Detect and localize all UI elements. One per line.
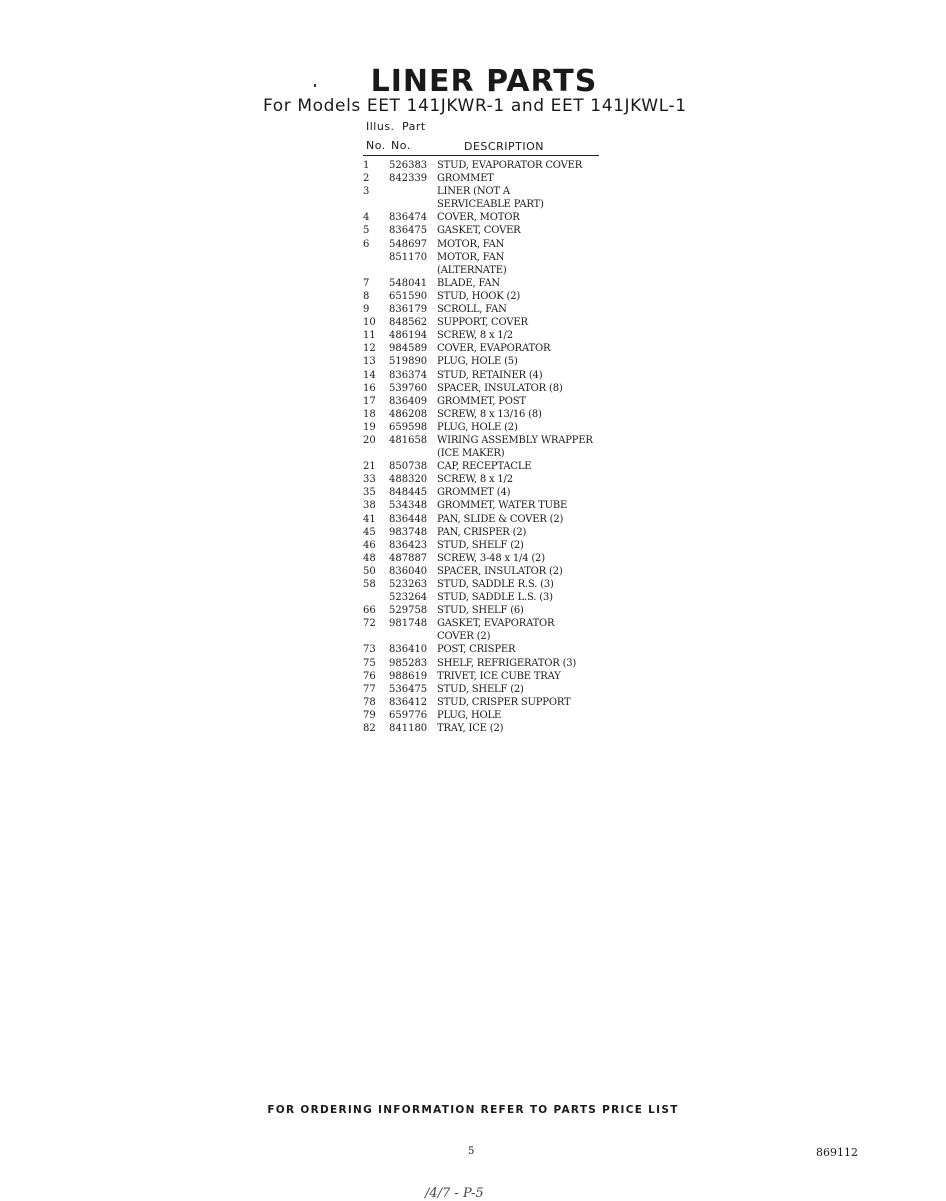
part-description: TRAY, ICE (2) [437, 723, 504, 735]
part-row [363, 513, 603, 526]
part-row [363, 264, 603, 277]
part-description: SPACER, INSULATOR (8) [437, 382, 563, 394]
part-number: 836474 [389, 212, 428, 224]
part-number: 481658 [389, 434, 428, 446]
part-row [363, 591, 603, 604]
page-number: 5 [468, 1146, 475, 1157]
part-description: STUD, SHELF (2) [437, 539, 524, 551]
part-row [363, 552, 603, 565]
illus-number: 8 [363, 290, 370, 302]
part-row [363, 316, 603, 329]
part-description: BLADE, FAN [437, 277, 500, 289]
part-row [363, 565, 603, 578]
document-number: 869112 [816, 1146, 858, 1159]
part-number: 851170 [389, 251, 428, 263]
part-row [363, 303, 603, 316]
part-row [363, 630, 603, 643]
part-number: 486194 [389, 330, 428, 342]
part-number: 836409 [389, 395, 428, 407]
part-row [363, 211, 603, 224]
part-number: 659776 [389, 709, 428, 721]
part-number: 850738 [389, 461, 428, 473]
illus-number: 48 [363, 552, 376, 564]
part-description: GROMMET (4) [437, 487, 511, 499]
part-row [363, 447, 603, 460]
illus-number: 19 [363, 421, 376, 433]
part-number: 536475 [389, 683, 428, 695]
illus-number: 4 [363, 212, 370, 224]
illus-number: 73 [363, 644, 376, 656]
part-number: 841180 [389, 723, 428, 735]
part-row [363, 185, 603, 198]
part-row [363, 486, 603, 499]
part-number: 983748 [389, 526, 428, 538]
part-number: 534348 [389, 500, 428, 512]
part-description: GROMMET [437, 173, 494, 185]
part-description: STUD, RETAINER (4) [437, 369, 543, 381]
part-row [363, 159, 603, 172]
part-description: MOTOR, FAN [437, 251, 505, 263]
part-number: 848562 [389, 317, 428, 329]
illus-number: 66 [363, 605, 376, 617]
part-row [363, 460, 603, 473]
part-row [363, 251, 603, 264]
illus-number: 12 [363, 343, 376, 355]
illus-number: 1 [363, 160, 370, 171]
part-description: PLUG, HOLE (2) [437, 421, 518, 433]
part-description: PAN, SLIDE & COVER (2) [437, 513, 564, 525]
part-description: (ICE MAKER) [437, 448, 505, 460]
part-row [363, 198, 603, 211]
part-description: COVER, MOTOR [437, 212, 520, 224]
part-description: SUPPORT, COVER [437, 317, 528, 329]
part-number: 529758 [389, 605, 428, 617]
part-description: PAN, CRISPER (2) [437, 526, 527, 538]
part-row [363, 355, 603, 368]
illus-number: 41 [363, 513, 376, 525]
part-row [363, 617, 603, 630]
part-number: 842339 [389, 173, 428, 185]
part-row [363, 224, 603, 237]
illus-number: 78 [363, 696, 376, 708]
part-row [363, 578, 603, 591]
part-description: LINER (NOT A [437, 186, 510, 198]
illus-number: 11 [363, 330, 376, 342]
part-number: 523263 [389, 579, 428, 590]
part-description: STUD, HOOK (2) [437, 290, 521, 302]
part-number: 487887 [389, 552, 428, 564]
part-description: SPACER, INSULATOR (2) [437, 565, 563, 577]
part-description: SERVICEABLE PART) [437, 199, 544, 211]
part-row [363, 526, 603, 539]
part-description: POST, CRISPER [437, 644, 516, 656]
part-description: SCREW, 8 x 1/2 [437, 330, 513, 342]
illus-number: 21 [363, 461, 376, 473]
part-row [363, 696, 603, 709]
illus-header-top: Illus. [366, 120, 395, 133]
part-row [363, 395, 603, 408]
illus-number: 7 [363, 277, 370, 289]
part-description: STUD, SHELF (2) [437, 683, 524, 695]
illus-number: 9 [363, 304, 370, 316]
part-description: SCROLL, FAN [437, 304, 507, 316]
part-number: 848445 [389, 487, 428, 499]
part-description: GASKET, EVAPORATOR [437, 618, 555, 630]
parts-list [363, 159, 603, 735]
part-description: GROMMET, POST [437, 395, 526, 407]
illus-number: 33 [363, 474, 376, 486]
part-description: STUD, SHELF (6) [437, 605, 524, 617]
illus-number: 72 [363, 618, 376, 630]
handwritten-note: /4/7 - P-5 [425, 1186, 484, 1201]
part-number: 519890 [389, 356, 428, 368]
part-number: 985283 [389, 657, 428, 669]
illus-number: 6 [363, 238, 370, 250]
illus-number: 18 [363, 408, 376, 420]
part-row [363, 722, 603, 735]
part-number: 526383 [389, 160, 428, 171]
part-number: 981748 [389, 618, 428, 630]
part-row [363, 290, 603, 303]
illus-number: 46 [363, 539, 376, 551]
part-number: 488320 [389, 474, 428, 486]
illus-number: 75 [363, 657, 376, 669]
part-number: 836448 [389, 513, 428, 525]
part-number: 836040 [389, 565, 428, 577]
illus-number: 20 [363, 434, 376, 446]
part-description: SCREW, 3-48 x 1/4 (2) [437, 552, 545, 564]
part-description: PLUG, HOLE [437, 709, 502, 721]
illus-number: 14 [363, 369, 376, 381]
description-header: DESCRIPTION [464, 140, 544, 153]
part-row [363, 421, 603, 434]
part-number: 836179 [389, 304, 428, 316]
part-row [363, 604, 603, 617]
part-number: 651590 [389, 290, 428, 302]
part-description: STUD, CRISPER SUPPORT [437, 696, 571, 708]
part-number: 486208 [389, 408, 428, 420]
illus-number: 10 [363, 317, 376, 329]
part-number: 984589 [389, 343, 428, 355]
part-description: GROMMET, WATER TUBE [437, 500, 568, 512]
part-description: GASKET, COVER [437, 225, 521, 237]
part-description: MOTOR, FAN [437, 238, 505, 250]
illus-number: 16 [363, 382, 376, 394]
part-number: 988619 [389, 670, 428, 682]
illus-number: 38 [363, 500, 376, 512]
illus-number: 17 [363, 395, 376, 407]
part-row [363, 369, 603, 382]
part-row [363, 238, 603, 251]
part-row [363, 670, 603, 683]
part-row [363, 434, 603, 447]
part-description: COVER, EVAPORATOR [437, 343, 551, 355]
part-description: STUD, EVAPORATOR COVER [437, 160, 583, 171]
part-description: STUD, SADDLE L.S. (3) [437, 592, 553, 604]
part-number: 539760 [389, 382, 428, 394]
part-row [363, 683, 603, 696]
part-row [363, 473, 603, 486]
part-row [363, 643, 603, 656]
part-description: SCREW, 8 x 13/16 (8) [437, 408, 542, 420]
part-number: 548697 [389, 238, 428, 250]
illus-number: 82 [363, 723, 376, 735]
part-row [363, 277, 603, 290]
header-rule [363, 155, 599, 156]
part-number: 659598 [389, 421, 428, 433]
part-description: (ALTERNATE) [437, 264, 507, 276]
part-row [363, 342, 603, 355]
part-row [363, 709, 603, 722]
part-number: 836412 [389, 696, 428, 708]
part-description: COVER (2) [437, 631, 491, 643]
illus-number: 45 [363, 526, 376, 538]
ordering-note: FOR ORDERING INFORMATION REFER TO PARTS PRICE LIST [267, 1104, 679, 1116]
part-description: CAP, RECEPTACLE [437, 461, 532, 473]
part-row [363, 539, 603, 552]
part-number: 836410 [389, 644, 428, 656]
part-header-top: Part [402, 120, 426, 133]
part-row [363, 408, 603, 421]
illus-number: 79 [363, 709, 376, 721]
illus-number: 77 [363, 683, 376, 695]
part-row [363, 499, 603, 512]
part-row [363, 382, 603, 395]
part-number: 836423 [389, 539, 428, 551]
part-row [363, 172, 603, 185]
illus-number: 58 [363, 579, 376, 590]
part-description: SCREW, 8 x 1/2 [437, 474, 513, 486]
part-number: 836475 [389, 225, 428, 237]
page-title: LINER PARTS [370, 64, 598, 99]
part-no-header: No. [391, 139, 411, 152]
illus-number: 5 [363, 225, 370, 237]
illus-number: 13 [363, 356, 376, 368]
illus-number: 35 [363, 487, 376, 499]
part-row [363, 329, 603, 342]
illus-number: 50 [363, 565, 376, 577]
part-row [363, 657, 603, 670]
models-subtitle: For Models EET 141JKWR-1 and EET 141JKWL-1 [263, 96, 687, 116]
illus-number: 76 [363, 670, 376, 682]
part-description: STUD, SADDLE R.S. (3) [437, 579, 554, 590]
part-description: WIRING ASSEMBLY WRAPPER [437, 434, 593, 446]
part-number: 523264 [389, 592, 428, 604]
part-number: 836374 [389, 369, 428, 381]
illus-number: 3 [363, 186, 370, 198]
part-description: TRIVET, ICE CUBE TRAY [437, 670, 561, 682]
part-description: SHELF, REFRIGERATOR (3) [437, 657, 577, 669]
illus-no-header: No. [366, 139, 386, 152]
part-number: 548041 [389, 277, 428, 289]
part-description: PLUG, HOLE (5) [437, 356, 518, 368]
illus-number: 2 [363, 173, 370, 185]
